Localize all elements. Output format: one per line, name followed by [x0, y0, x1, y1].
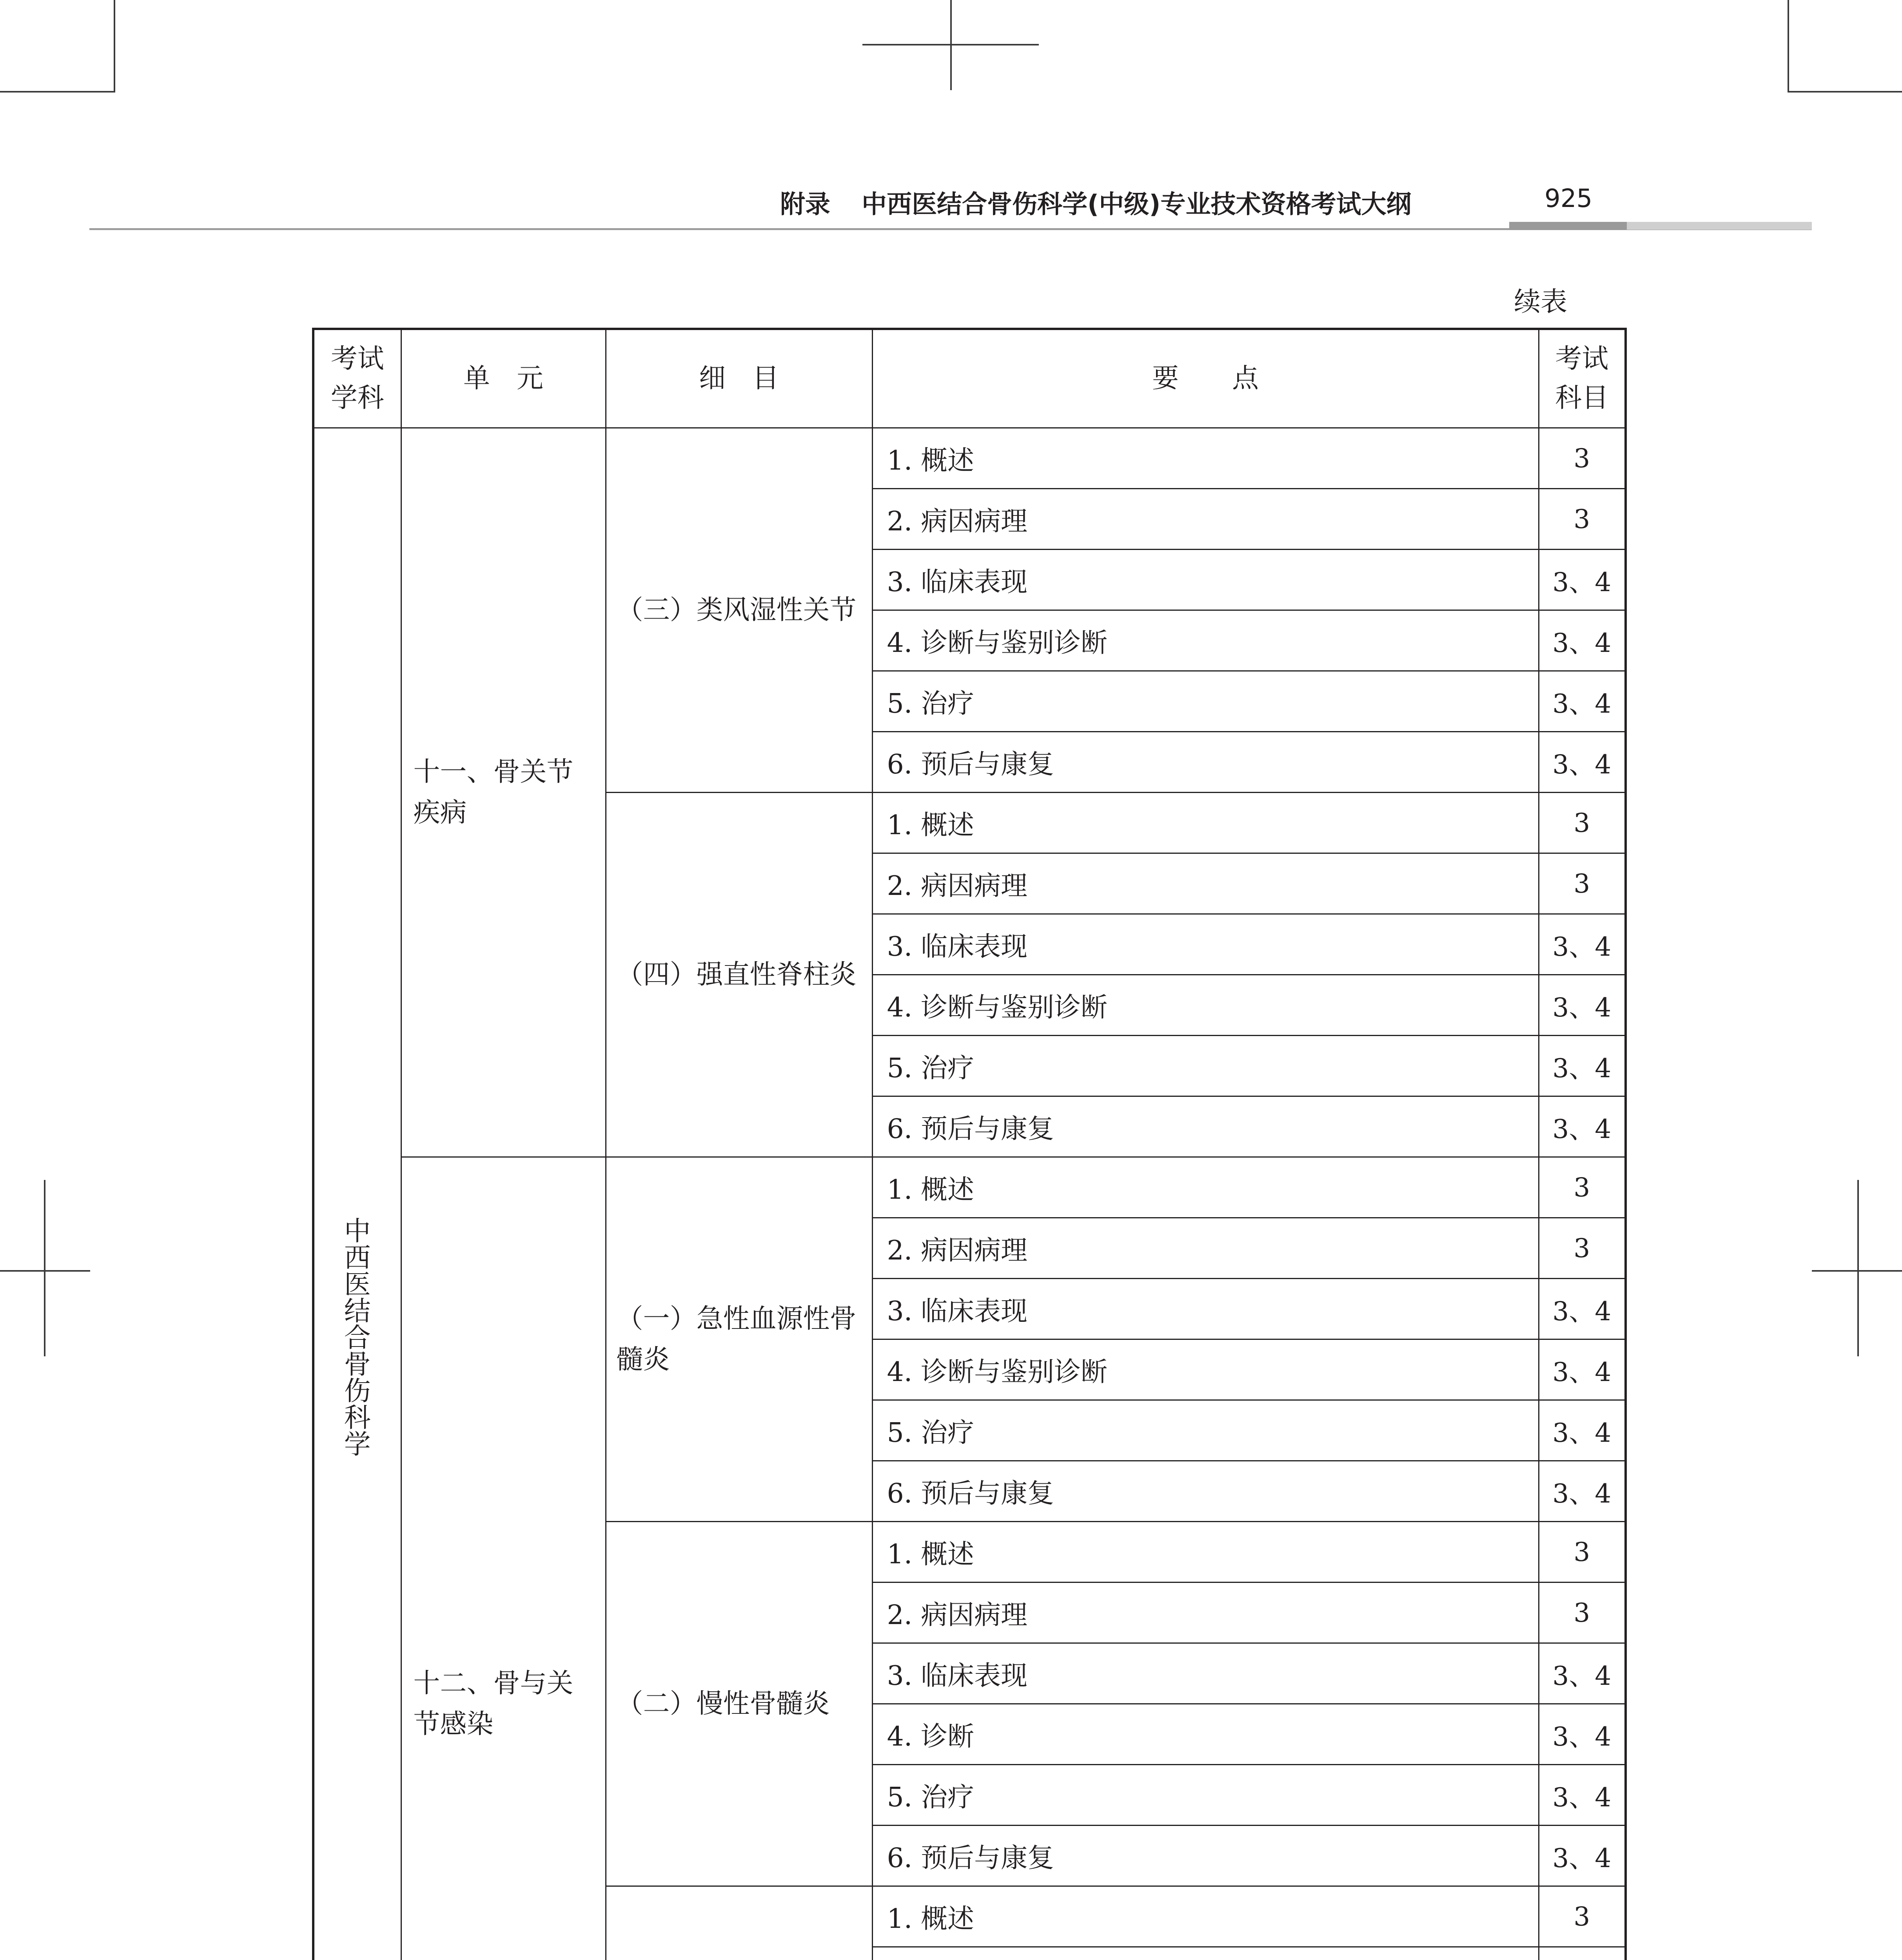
key-point-cell: 6. 预后与康复: [872, 732, 1539, 793]
exam-paper-cell: 3: [1539, 1157, 1626, 1218]
exam-paper-cell: 3: [1539, 428, 1626, 489]
key-point-cell: 4. 诊断与鉴别诊断: [872, 610, 1539, 671]
table-row: [313, 1157, 1626, 1218]
header-rule-accent: [1627, 222, 1812, 230]
crop-mark: [1788, 0, 1789, 93]
key-point-cell: 2. 病因病理: [872, 1218, 1539, 1279]
crop-mark: [1857, 1180, 1859, 1356]
key-point-cell: [872, 1947, 1539, 1960]
key-point-cell: 1. 概述: [872, 793, 1539, 853]
running-head-section: 附录: [780, 190, 830, 219]
key-point-cell: 2. 病因病理: [872, 853, 1539, 914]
key-point-cell: 5. 治疗: [872, 1765, 1539, 1826]
exam-paper-cell: 3、4: [1539, 1765, 1626, 1826]
detail-cell: （一）急性血源性骨髓炎: [606, 1157, 872, 1522]
exam-paper-cell: 3: [1539, 1886, 1626, 1947]
column-header-exam-paper: 考试科目: [1539, 329, 1626, 428]
exam-paper-cell: 3、4: [1539, 1704, 1626, 1765]
detail-cell: （二）慢性骨髓炎: [606, 1522, 872, 1886]
unit-cell: 十二、骨与关节感染: [401, 1157, 606, 1960]
column-header-exam-subject: 考试学科: [313, 329, 401, 428]
key-point-cell: 2. 病因病理: [872, 1583, 1539, 1643]
key-point-cell: 6. 预后与康复: [872, 1826, 1539, 1886]
crop-mark: [114, 0, 115, 93]
key-point-cell: 5. 治疗: [872, 1036, 1539, 1096]
key-point-cell: 1. 概述: [872, 1886, 1539, 1947]
exam-paper-cell: 3、4: [1539, 1036, 1626, 1096]
exam-paper-cell: 3、4: [1539, 671, 1626, 732]
crop-mark: [0, 91, 114, 93]
page-number: 925: [1544, 184, 1593, 213]
exam-paper-cell: 3、4: [1539, 1400, 1626, 1461]
exam-subject-name: 中西医结合骨伤科学: [344, 1216, 371, 1460]
exam-paper-cell: 3、4: [1539, 550, 1626, 610]
exam-paper-cell: 3: [1539, 489, 1626, 550]
key-point-cell: 2. 病因病理: [872, 489, 1539, 550]
exam-paper-cell: 3、4: [1539, 1643, 1626, 1704]
crop-mark: [44, 1180, 45, 1356]
running-head: [780, 184, 1412, 220]
key-point-cell: 4. 诊断与鉴别诊断: [872, 975, 1539, 1036]
exam-paper-cell: 3: [1539, 793, 1626, 853]
exam-subject-cell: [313, 428, 401, 1960]
exam-paper-cell: 3、4: [1539, 1096, 1626, 1157]
exam-paper-cell: 3、4: [1539, 610, 1626, 671]
header-rule-accent: [1509, 222, 1627, 230]
key-point-cell: 3. 临床表现: [872, 1279, 1539, 1339]
crop-mark: [862, 44, 1039, 45]
key-point-cell: 6. 预后与康复: [872, 1461, 1539, 1522]
detail-cell: [606, 1886, 872, 1960]
key-point-cell: 3. 临床表现: [872, 1643, 1539, 1704]
exam-paper-cell: [1539, 1947, 1626, 1960]
exam-paper-cell: 3、4: [1539, 975, 1626, 1036]
column-header-unit: 单 元: [401, 329, 606, 428]
exam-paper-cell: 3: [1539, 1218, 1626, 1279]
key-point-cell: 5. 治疗: [872, 1400, 1539, 1461]
key-point-cell: 5. 治疗: [872, 671, 1539, 732]
exam-paper-cell: 3、4: [1539, 914, 1626, 975]
exam-paper-cell: 3: [1539, 853, 1626, 914]
table-body: [313, 428, 1626, 1960]
table-header-row: [313, 329, 1626, 428]
exam-paper-cell: 3: [1539, 1583, 1626, 1643]
key-point-cell: 4. 诊断: [872, 1704, 1539, 1765]
continued-label: 续表: [1514, 287, 1568, 318]
exam-paper-cell: 3、4: [1539, 1339, 1626, 1400]
crop-mark: [1788, 91, 1902, 93]
key-point-cell: 6. 预后与康复: [872, 1096, 1539, 1157]
key-point-cell: 4. 诊断与鉴别诊断: [872, 1339, 1539, 1400]
column-header-detail: 细 目: [606, 329, 872, 428]
exam-paper-cell: 3、4: [1539, 1461, 1626, 1522]
exam-paper-cell: 3: [1539, 1522, 1626, 1583]
crop-mark: [0, 1270, 90, 1272]
running-head-title: 中西医结合骨伤科学(中级)专业技术资格考试大纲: [862, 190, 1412, 219]
exam-paper-cell: 3、4: [1539, 1826, 1626, 1886]
detail-cell: （四）强直性脊柱炎: [606, 793, 872, 1157]
exam-paper-cell: 3、4: [1539, 732, 1626, 793]
crop-mark: [1812, 1270, 1902, 1272]
key-point-cell: 1. 概述: [872, 428, 1539, 489]
key-point-cell: 3. 临床表现: [872, 550, 1539, 610]
key-point-cell: 1. 概述: [872, 1157, 1539, 1218]
detail-cell: （三）类风湿性关节: [606, 428, 872, 793]
unit-cell: 十一、骨关节疾病: [401, 428, 606, 1157]
key-point-cell: 3. 临床表现: [872, 914, 1539, 975]
syllabus-table: [312, 328, 1627, 1960]
column-header-key-points: 要 点: [872, 329, 1539, 428]
exam-paper-cell: 3、4: [1539, 1279, 1626, 1339]
key-point-cell: 1. 概述: [872, 1522, 1539, 1583]
table-row: [313, 428, 1626, 489]
